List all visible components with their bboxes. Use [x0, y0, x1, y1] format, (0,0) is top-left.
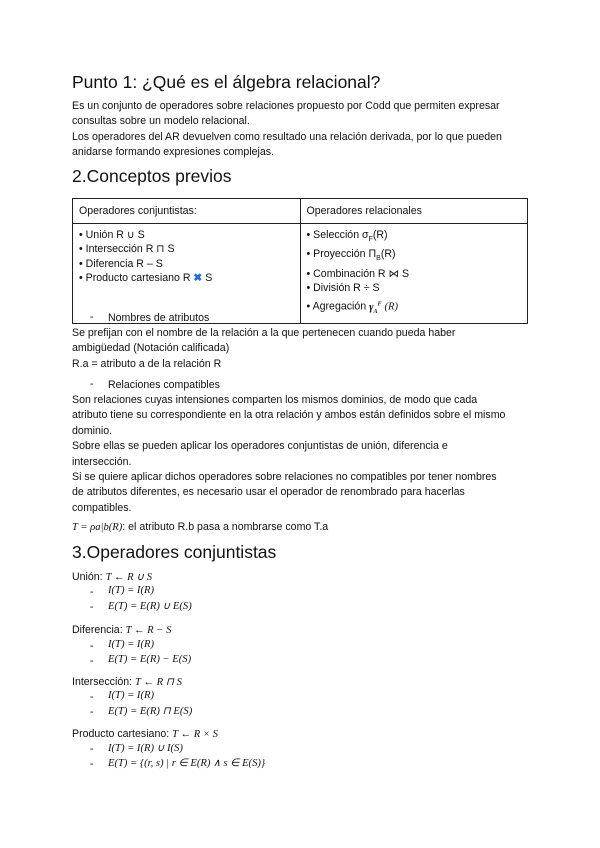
col1-item: • Intersección R ⊓ S: [79, 243, 175, 256]
diff-expr: T ← R − S: [125, 625, 172, 636]
rename-line: [72, 520, 532, 535]
diff-heading: [72, 623, 532, 638]
col2-item: • División R ÷ S: [306, 282, 380, 295]
col2-item-text: • Agregación: [306, 300, 367, 313]
dash-marker: -: [90, 758, 94, 770]
attr-names-paragraph: [72, 326, 532, 372]
attr-line: Se prefijan con el nombre de la relación a la que pertenecen cuando pueda haber: [72, 327, 456, 339]
col2-item: [307, 247, 522, 266]
proj-sub: B: [376, 255, 381, 263]
compat-heading: Relaciones compatibles: [108, 379, 220, 391]
inter-expr: T ← R ⊓ S: [135, 677, 182, 688]
compat-line: de atributos diferentes, es necesario usar el operador de renombrado para hacerlas: [72, 486, 465, 499]
section1-para2-line2: anidarse formando expresiones complejas.: [72, 146, 274, 159]
dash-marker: -: [90, 586, 94, 598]
section2-title: 2.Conceptos previos: [72, 166, 232, 186]
compat-line: Si se quiere aplicar dichos operadores sobre relaciones no compatibles por tener nombres: [72, 471, 497, 484]
dash-marker: -: [90, 601, 94, 613]
dash-marker: -: [90, 640, 94, 652]
diff-intension: I(T) = I(R): [108, 639, 154, 650]
inter-intension: I(T) = I(R): [108, 690, 154, 701]
prod-intension: I(T) = I(R) ∪ I(S): [108, 743, 183, 754]
compat-paragraph: [72, 393, 542, 516]
col2-header: Operadores relacionales: [300, 199, 528, 224]
rename-text: : el atributo R.b pasa a nombrarse como T.a: [122, 521, 329, 533]
union-expr: T ← R ∪ S: [105, 572, 152, 583]
col2-item: [307, 297, 522, 319]
inter-heading: [72, 675, 532, 690]
attr-names-heading: Nombres de atributos: [108, 312, 210, 324]
section1-para1-line1: Es un conjunto de operadores sobre relaciones propuesto por Codd que permiten expresar: [72, 100, 500, 112]
inter-extension: E(T) = E(R) ⊓ E(S): [108, 706, 193, 717]
col2-item-text: • Proyección Π: [306, 248, 377, 261]
col1-item: • Unión R ∪ S: [79, 229, 145, 241]
attr-line: R.a = atributo a de la relación R: [72, 357, 222, 370]
gamma-icon: $\gamma_A^F$: [369, 301, 382, 316]
section1-para1-line2: consultas sobre un modelo relacional.: [72, 115, 250, 128]
union-intension: I(T) = I(R): [108, 585, 154, 596]
col2-item-text: • Selección σ: [306, 229, 369, 241]
compat-line: intersección.: [72, 455, 132, 468]
diff-extension: E(T) = E(R) − E(S): [108, 654, 192, 665]
compat-line: Son relaciones cuyas intensiones comparten los mismos dominios, de modo que cada: [72, 394, 478, 406]
compat-line: compatibles.: [72, 501, 132, 514]
attr-line: ambigüedad (Notación calificada): [72, 342, 230, 355]
prod-heading: [72, 727, 532, 742]
proj-tail: (R): [380, 248, 396, 261]
dash-marker: -: [90, 706, 94, 718]
agg-tail: (R): [384, 301, 399, 313]
rename-math: T = ρa|b(R): [72, 522, 123, 533]
compat-line: atributo tiene su correspondiente en la otra relación y ambos están definidos sobre el mismo: [72, 409, 506, 422]
prod-extension: E(T) = {(r, s) | r ∈ E(R) ∧ s ∈ E(S)}: [108, 758, 266, 769]
col2-item: [307, 228, 522, 247]
section1-para2-line1: Los operadores del AR devuelven como resultado una relación derivada, por lo que pueden: [72, 130, 502, 143]
section1-paragraph: [72, 99, 532, 161]
col1-item: [79, 271, 294, 285]
col1-item-suffix: S: [205, 271, 213, 284]
compat-line: dominio.: [72, 424, 113, 437]
section3-title: 3.Operadores conjuntistas: [72, 542, 277, 562]
diff-label: Diferencia:: [72, 624, 123, 636]
prod-label: Producto cartesiano:: [72, 728, 170, 740]
union-extension: E(T) = E(R) ∪ E(S): [108, 601, 192, 612]
col2-cell: [300, 224, 528, 324]
dash-marker: -: [90, 743, 94, 755]
col1-item: • Diferencia R – S: [79, 257, 163, 270]
inter-label: Intersección:: [72, 676, 133, 688]
sel-sub: F: [368, 236, 373, 244]
operators-table: [72, 198, 528, 324]
compat-line: Sobre ellas se pueden aplicar los operadores conjuntistas de unión, diferencia e: [72, 440, 448, 453]
col1-item-text: • Producto cartesiano R: [79, 271, 191, 284]
sel-tail: (R): [372, 229, 388, 241]
cross-product-icon: ✖: [193, 271, 206, 284]
dash-marker: -: [90, 378, 94, 390]
col2-item: • Combinación R ⋈ S: [306, 267, 410, 280]
prod-expr: T ← R × S: [172, 729, 218, 740]
dash-marker: -: [90, 691, 94, 703]
section1-title: Punto 1: ¿Qué es el álgebra relacional?: [72, 72, 381, 92]
union-heading: [72, 570, 532, 585]
union-label: Unión:: [72, 571, 103, 583]
dash-marker: -: [90, 311, 94, 323]
col1-header: Operadores conjuntistas:: [73, 199, 301, 224]
dash-marker: -: [90, 655, 94, 667]
col1-cell: [73, 224, 301, 324]
